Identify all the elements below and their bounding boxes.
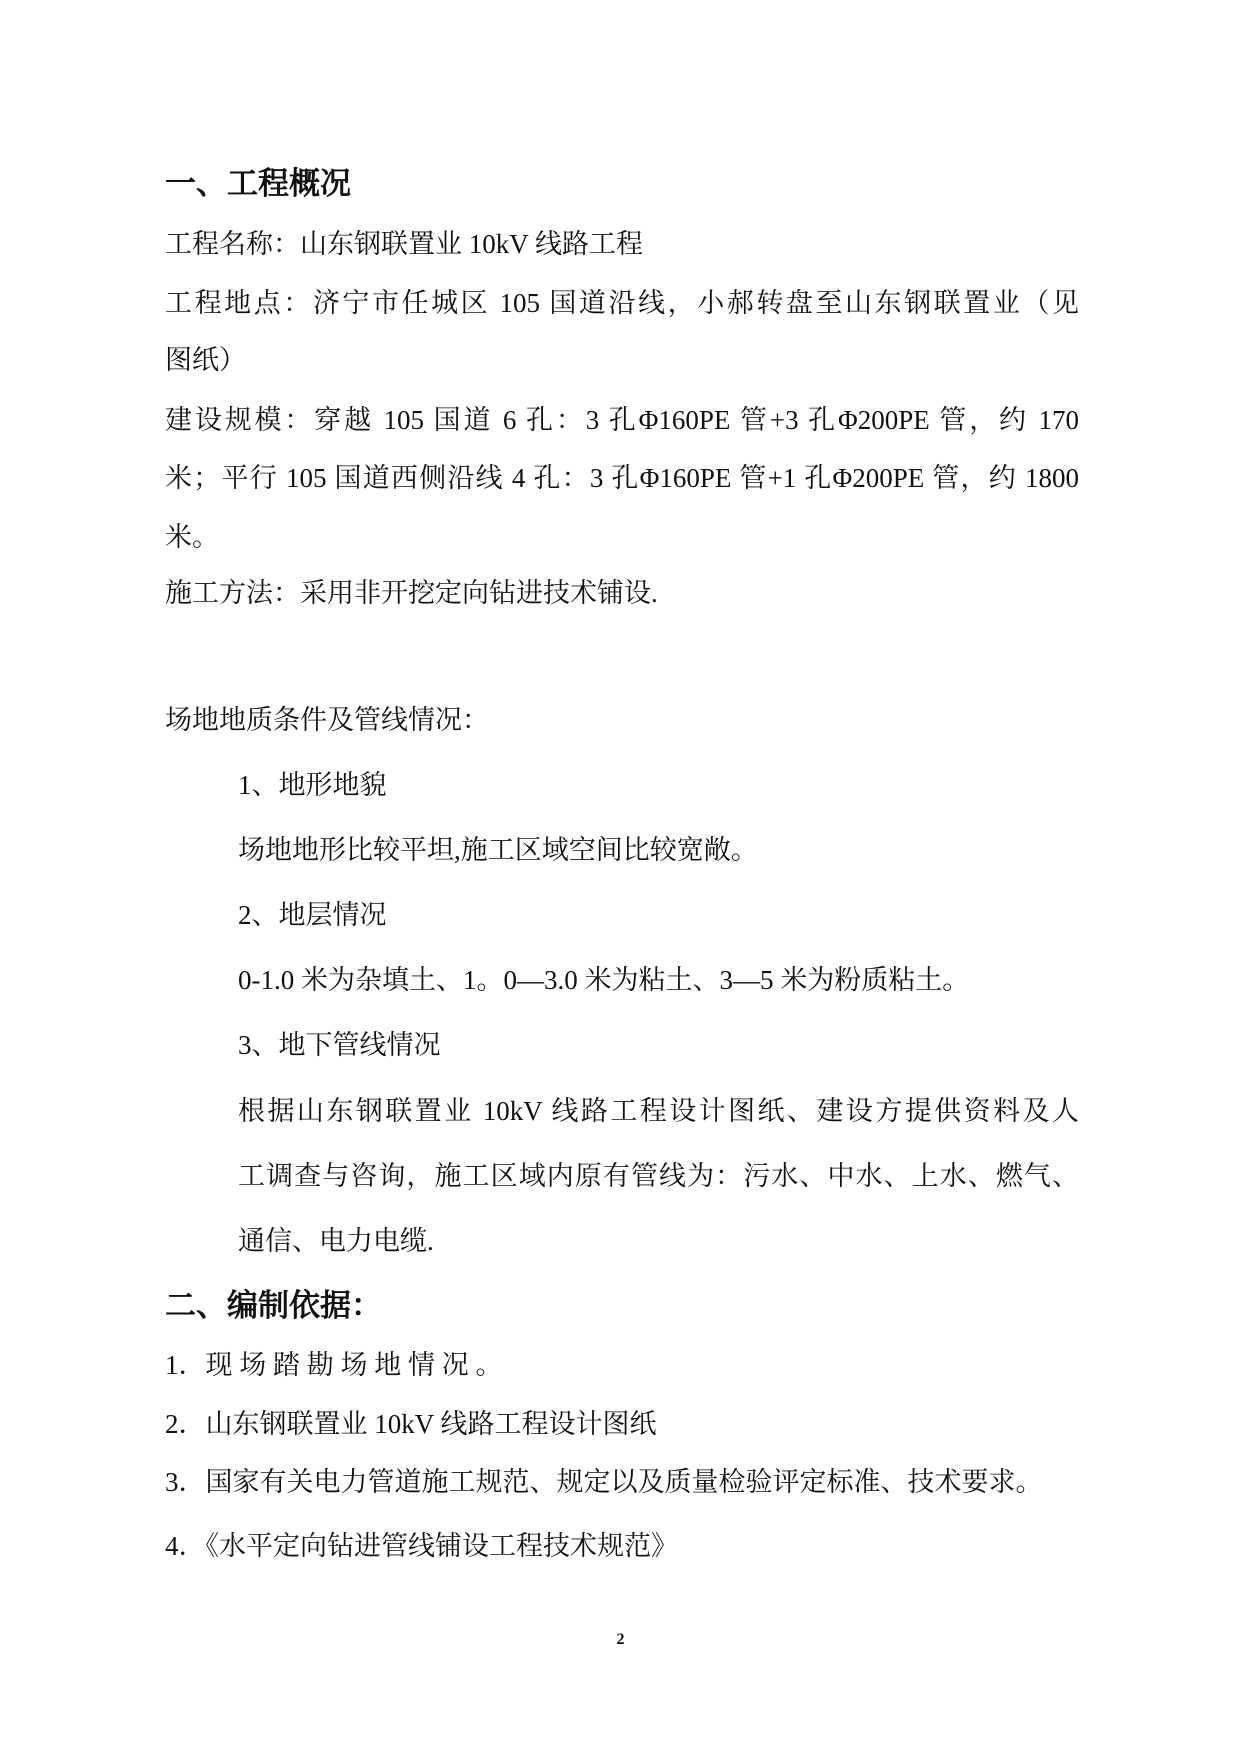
construction-method: 施工方法：采用非开挖定向钻进技术铺设. (165, 578, 658, 608)
subsection-pipelines-text-line-3: 通信、电力电缆. (238, 1226, 434, 1256)
basis-item-3: 3．国家有关电力管道施工规范、规定以及质量检验评定标准、技术要求。 (165, 1467, 1043, 1497)
subsection-terrain-title: 1、地形地貌 (238, 770, 387, 800)
project-scale-line-3: 米。 (165, 522, 219, 552)
subsection-pipelines-text-line-2: 工调查与咨询，施工区域内原有管线为：污水、中水、上水、燃气、 (238, 1161, 1079, 1191)
subsection-pipelines-text-line-1: 根据山东钢联置业 10kV 线路工程设计图纸、建设方提供资料及人 (238, 1096, 1079, 1126)
subsection-strata-title: 2、地层情况 (238, 900, 387, 930)
basis-item-4: 4．《水平定向钻进管线铺设工程技术规范》 (165, 1531, 678, 1561)
project-location-line-1: 工程地点：济宁市任城区 105 国道沿线，小郝转盘至山东钢联置业（见 (165, 288, 1079, 318)
basis-item-2: 2．山东钢联置业 10kV 线路工程设计图纸 (165, 1409, 657, 1439)
site-conditions-title: 场地地质条件及管线情况： (165, 705, 489, 735)
basis-item-1: 1．现 场 踏 勘 场 地 情 况 。 (165, 1350, 503, 1380)
project-scale-line-1: 建设规模：穿越 105 国道 6 孔：3 孔Φ160PE 管+3 孔Φ200PE 管，约 170 (165, 405, 1079, 435)
project-location-line-2: 图纸） (165, 345, 246, 375)
page-number: 2 (616, 1631, 625, 1648)
section2-heading: 二、编制依据： (165, 1288, 382, 1323)
subsection-terrain-text: 场地地形比较平坦,施工区域空间比较宽敞。 (238, 835, 758, 865)
section1-heading: 一、工程概况 (165, 166, 351, 201)
project-name: 工程名称：山东钢联置业 10kV 线路工程 (165, 229, 644, 259)
subsection-strata-text: 0-1.0 米为杂填土、1。0—3.0 米为粘土、3—5 米为粉质粘土。 (238, 965, 970, 995)
subsection-pipelines-title: 3、地下管线情况 (238, 1030, 441, 1060)
project-scale-line-2: 米；平行 105 国道西侧沿线 4 孔：3 孔Φ160PE 管+1 孔Φ200PE 管，约 1800 (165, 463, 1079, 493)
